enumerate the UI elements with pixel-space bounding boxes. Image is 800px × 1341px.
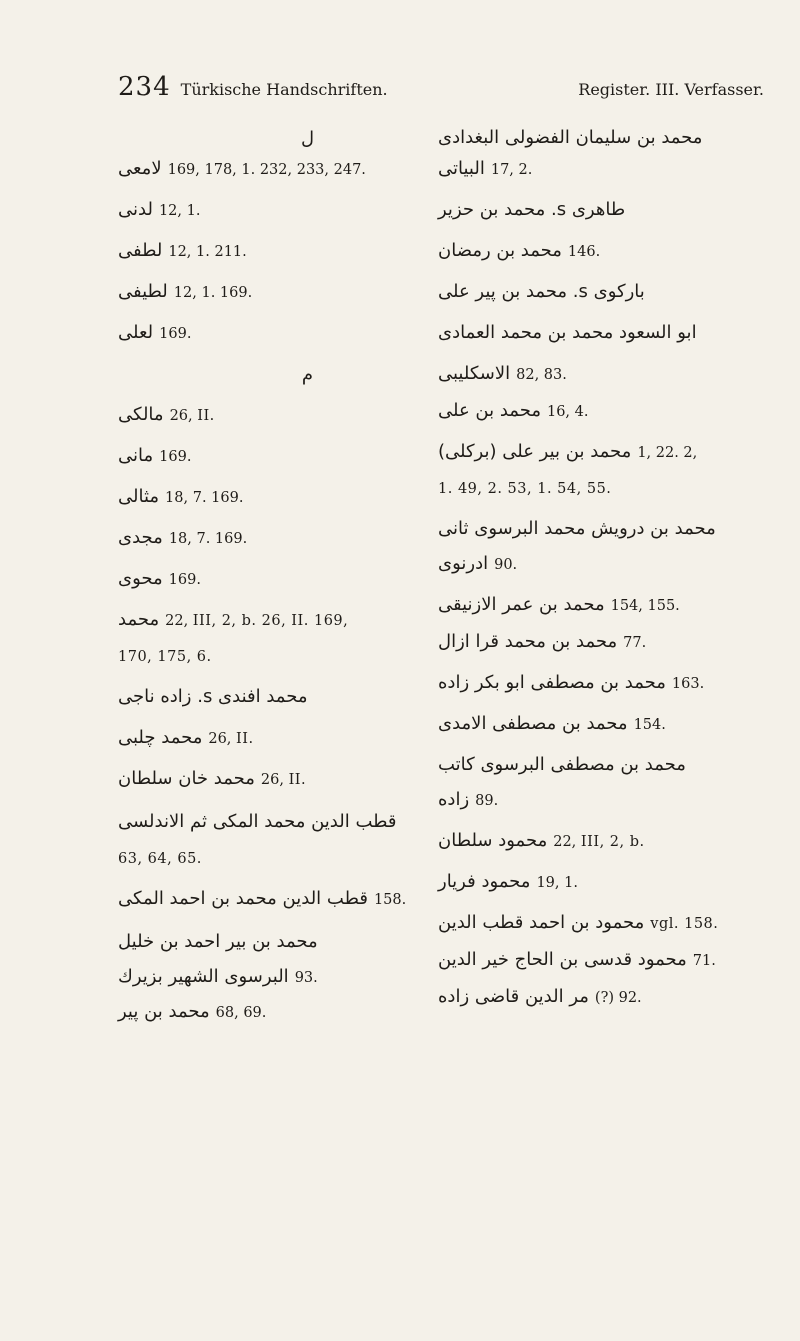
register-entry xyxy=(438,714,763,735)
reference-numbers: 26, II. xyxy=(208,731,254,747)
arabic-name: مثالی xyxy=(118,486,160,507)
register-entry xyxy=(118,728,443,749)
reference-numbers: 89. xyxy=(475,793,499,809)
reference-numbers: 158. xyxy=(373,892,407,908)
arabic-name: طاهری s. محمد بن حزیر xyxy=(438,199,626,220)
reference-numbers: 17, 2. xyxy=(490,162,533,178)
arabic-name: مانی xyxy=(118,445,154,466)
reference-numbers: 26, II. xyxy=(260,772,307,788)
reference-numbers: 19, 1. xyxy=(536,875,578,891)
reference-numbers: 12, 1. 211. xyxy=(168,244,247,260)
arabic-name: محمد بن بیر احمد بن خلیل xyxy=(118,931,318,952)
reference-numbers: 18, 7. 169. xyxy=(165,490,244,506)
page-number: 234 xyxy=(118,72,171,102)
register-entry xyxy=(438,913,763,934)
letter-heading xyxy=(118,364,443,385)
arabic-name: محمد xyxy=(118,609,160,630)
arabic-name: ابو السعود محمد بن محمد العمادی xyxy=(438,322,697,343)
arabic-name: البیاتی xyxy=(438,158,485,179)
arabic-name: محمود سلطان xyxy=(438,830,548,851)
reference-numbers: 68, 69. xyxy=(215,1005,267,1021)
register-entry xyxy=(438,872,763,893)
section-title: Register. III. Verfasser. xyxy=(578,80,764,99)
reference-numbers: 71. xyxy=(692,953,716,969)
arabic-name: محمد بن سلیمان الفضولی البغدادی xyxy=(438,127,703,148)
register-entry xyxy=(438,364,763,385)
arabic-name: لطفی xyxy=(118,240,163,261)
arabic-name: محمود بن احمد قطب الدین xyxy=(438,912,645,933)
register-entry xyxy=(118,323,443,344)
register-entry xyxy=(118,812,443,833)
arabic-name: مالكی xyxy=(118,404,164,425)
arabic-name: محمد بن محمد قرا ازال xyxy=(438,631,618,652)
register-entry xyxy=(438,790,763,811)
reference-numbers: 169. xyxy=(168,572,201,588)
register-entry xyxy=(438,554,763,575)
register-entry xyxy=(438,595,763,616)
reference-numbers: 90. xyxy=(494,557,518,573)
register-entry xyxy=(438,632,763,653)
arabic-name: باركوی s. محمد بن پیر علی xyxy=(438,281,645,302)
arabic-name: ل xyxy=(300,128,315,149)
arabic-name: محمود قدسی بن الحاج خیر الدین xyxy=(438,949,687,970)
arabic-name: الاسكلیبی xyxy=(438,363,511,384)
register-entry xyxy=(438,200,763,221)
register-entry xyxy=(438,282,763,303)
arabic-name: زاده xyxy=(438,789,470,810)
page-header xyxy=(118,72,764,116)
reference-numbers: (?) 92. xyxy=(594,990,642,1006)
reference-numbers: 16, 4. xyxy=(546,404,589,420)
register-entry xyxy=(118,769,443,790)
reference-numbers: 12, 1. xyxy=(158,203,201,219)
register-entry xyxy=(438,519,763,540)
arabic-name: محمد بن بیر علی (بركلی) xyxy=(438,441,632,462)
arabic-name: البرسوی الشهیر بزیرك xyxy=(118,966,289,987)
reference-numbers: 26, II. xyxy=(169,408,215,424)
register-entry xyxy=(438,401,763,422)
arabic-name: قطب الدین محمد المكی ثم الاندلسی xyxy=(118,811,397,832)
arabic-name: محمد بن مصطفی البرسوی كاتب xyxy=(438,754,686,775)
arabic-name: محمد خان سلطان xyxy=(118,768,255,789)
register-entry xyxy=(118,282,443,303)
reference-numbers: 22, III, 2, b. 26, II. 169, xyxy=(165,613,349,629)
arabic-name: م xyxy=(301,364,314,385)
reference-numbers: 12, 1. 169. xyxy=(173,285,253,301)
register-entry xyxy=(118,159,443,180)
register-entry xyxy=(438,442,763,463)
arabic-name: محمد بن علی xyxy=(438,400,541,421)
reference-numbers: 146. xyxy=(567,244,601,260)
register-entry xyxy=(118,241,443,262)
reference-numbers: 169. xyxy=(159,326,192,342)
register-entry xyxy=(118,610,443,631)
arabic-name: محمد بن مصطفی ابو بكر زاده xyxy=(438,672,666,693)
letter-heading xyxy=(118,128,443,149)
reference-numbers: 93. xyxy=(294,970,318,986)
register-entry xyxy=(438,159,763,180)
register-entry xyxy=(118,405,443,426)
reference-numbers: 1. 49, 2. 53, 1. 54, 55. xyxy=(438,481,612,497)
register-entry xyxy=(438,950,763,971)
reference-numbers: vgl. 158. xyxy=(650,916,719,932)
reference-numbers: 163. xyxy=(671,676,705,692)
register-entry xyxy=(118,1002,443,1023)
arabic-name: محمد بن پیر xyxy=(118,1001,210,1022)
arabic-name: محمد افندی s. زاده ناجی xyxy=(118,686,308,707)
register-entry xyxy=(118,849,443,869)
register-entry xyxy=(118,528,443,549)
register-entry xyxy=(118,647,443,667)
left-column xyxy=(118,128,443,1023)
reference-numbers: 82, 83. xyxy=(516,367,567,383)
register-entry xyxy=(118,569,443,590)
reference-numbers: 169, 178, 1. 232, 233, 247. xyxy=(167,162,366,178)
arabic-name: مجدی xyxy=(118,527,163,548)
reference-numbers: 77. xyxy=(623,635,647,651)
register-entry xyxy=(438,323,763,344)
register-entry xyxy=(118,967,443,988)
arabic-name: محمد بن رمضان xyxy=(438,240,562,261)
register-entry xyxy=(118,487,443,508)
arabic-name: لعلی xyxy=(118,322,154,343)
register-entry xyxy=(438,755,763,776)
reference-numbers: 154, 155. xyxy=(610,598,680,614)
arabic-name: محمود فریار xyxy=(438,871,531,892)
running-title: Türkische Handschriften. xyxy=(180,80,388,99)
arabic-name: لامعی xyxy=(118,158,162,179)
register-entry xyxy=(118,889,443,910)
reference-numbers: 1, 22. 2, xyxy=(637,445,698,461)
register-entry xyxy=(438,987,763,1008)
register-entry xyxy=(118,446,443,467)
register-entry xyxy=(118,932,443,953)
arabic-name: محمد بن عمر الازنیقی xyxy=(438,594,605,615)
reference-numbers: 170, 175, 6. xyxy=(118,649,212,665)
arabic-name: ادرنوی xyxy=(438,553,489,574)
arabic-name: محمد بن مصطفی الامدی xyxy=(438,713,628,734)
arabic-name: لدنی xyxy=(118,199,153,220)
arabic-name: لطیفی xyxy=(118,281,168,302)
reference-numbers: 22, III, 2, b. xyxy=(553,834,645,850)
register-entry xyxy=(118,687,443,708)
arabic-name: محمد بن درویش محمد البرسوی ثانی xyxy=(438,518,716,539)
reference-numbers: 169. xyxy=(159,449,192,465)
register-entry xyxy=(438,128,763,149)
right-column xyxy=(438,128,763,1008)
register-entry xyxy=(438,831,763,852)
reference-numbers: 63, 64, 65. xyxy=(118,851,202,867)
arabic-name: قطب الدین محمد بن احمد المكی xyxy=(118,888,368,909)
register-entry xyxy=(438,673,763,694)
arabic-name: محوی xyxy=(118,568,163,589)
reference-numbers: 18, 7. 169. xyxy=(168,531,248,547)
register-entry xyxy=(438,241,763,262)
arabic-name: محمد چلبی xyxy=(118,727,203,748)
register-entry xyxy=(438,479,763,499)
register-entry xyxy=(118,200,443,221)
arabic-name: مر الدین قاضی زاده xyxy=(438,986,589,1007)
reference-numbers: 154. xyxy=(633,717,666,733)
